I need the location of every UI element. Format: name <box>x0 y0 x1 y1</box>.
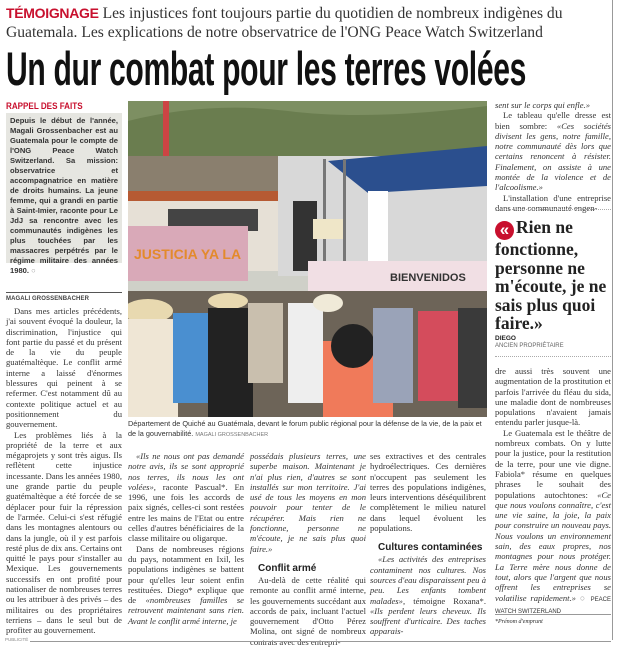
sidebar-box <box>6 113 122 275</box>
paragraph: Les problèmes liés à la propriété de la terre et aux mégaprojets y sont très aigus. Ils reflètent cette injustice incessante. Dans les années 1980, une grande partie du peuple guatémaltèque a été forcée de se déplacer pour fuir la répression de l'armée. Celui-ci s'est réfugié dans les montagnes alentours ou dans la jungle, où il y est parfois resté plus de dix ans. Certains ont quitté le pays pour s'installer au Mexique. Les gouvernements successifs en ont profité pour nationaliser de nombreuses terres ou les attribuer à des privés – des militaires ou des propriétaires terriens – dans le seul but de profiter au gouvernement. <box>6 429 122 636</box>
sidebar-title: RAPPEL DES FAITS <box>6 101 83 112</box>
pull-quote <box>495 218 613 333</box>
photo-caption <box>128 419 490 440</box>
divider <box>495 356 611 357</box>
column-5-top <box>495 100 611 213</box>
column-1 <box>6 306 122 636</box>
end-mark-icon: ○ <box>31 266 36 275</box>
end-mark-icon: ○ <box>579 592 587 603</box>
pull-quote-role: ANCIEN PROPRIÉTAIRE <box>495 343 564 349</box>
paragraph <box>128 544 244 626</box>
paragraph: dre aussi très souvent une augmentation de la prostitution et parfois l'arrivée du fléau du sida, une maladie dont de nombreuses populations n'avaient jamais entendu parler jusque-là. <box>495 366 611 428</box>
sidebar-text: Depuis le début de l'année, Magali Grossenbacher est au Guatemala pour le compte de l'ONG Peace Watch Switzerland. Sa mission: observatrice et accompagnatrice en matière de droits humains. La jeune femme, qui a grandi en partie à Saint-Imier, raconte pour Le JdJ sa rencontre avec les communautés indigènes les plus touchées par les massacres perpétrés par le régime militaire des années 1980. <box>10 116 118 275</box>
paragraph <box>495 110 611 192</box>
paragraph <box>250 451 366 554</box>
quote-mark-icon: « <box>495 221 514 240</box>
paragraph: Dans mes articles précédents, j'ai souvent évoqué la douleur, la discrimination, l'injustice qui font partie du passé et du présent de la vie du peuple guatémaltèque. Le conflit armé interne a laissé d'énormes blessures qui peinent à se refermer. C'est notamment dû au contexte politique actuel et au positionnement du gouvernement. <box>6 306 122 430</box>
advertising-footer <box>5 637 611 642</box>
quote: «Ces sociétés divisent les gens, notre famille, notre communauté dès lors que certains renoncent à résister. Finalement, on assiste à une montée de la violence et de l'alcoolisme.» <box>495 120 612 193</box>
headline: Un dur combat pour les terres volées <box>6 42 527 95</box>
kicker-text: Les injustices font toujours partie du quotidien de nombreux indigènes du Guatemala. Les explications de notre observatrice de l'ONG Peace Watch Switzerland <box>6 5 563 41</box>
signature: PEACE WATCH SWITZERLAND <box>495 596 611 615</box>
banner-sign-text: JUSTICIA YA LA <box>134 246 242 262</box>
quote: sent sur le corps qui enfle.» <box>495 100 590 110</box>
quote: «Ils perdent leurs cheveux. Ils souffrent d'urticaire. Des taches apparais- <box>370 605 486 637</box>
quote: «nombreuses familles se retrouvent maintenant sans rien. Avant le conflit armé interne, je <box>128 595 244 626</box>
byline: MAGALI GROSSENBACHER <box>6 292 122 302</box>
footnote: *Prénom d'emprunt <box>495 614 611 625</box>
bienvenidos-banner: BIENVENIDOS <box>390 272 466 284</box>
paragraph <box>370 554 486 636</box>
caption-text: Département de Quiché au Guatémala, devant le forum public régional pour la défense de la vie, de la paix et de la gouvernabilité. <box>128 419 482 438</box>
quote: possédais plusieurs terres, une superbe maison. Maintenant je n'ai plus rien, d'autres se sont installés sur mon territoire. J'ai usé de tous les moyens en mon pouvoir pour tenter de le récupérer. Mais rien ne fonctionne, personne ne m'écoute, je ne sais plus quoi faire.» <box>250 451 366 554</box>
column-5-bottom <box>495 366 611 617</box>
kicker-tag: TÉMOIGNAGE <box>6 5 99 21</box>
pull-quote-text: Rien ne fonctionne, personne ne m'écoute, je ne sais plus quoi faire.» <box>495 217 607 334</box>
crowd-photo-illustration <box>128 101 487 417</box>
column-3 <box>250 451 366 647</box>
quote: «Ce que nous voulons connaître, c'est une vie saine, la joie, la paix pour construire un nouveau pays. Nous voulons un environnement sain, des eaux propres, nos montagnes pour nous protéger. La Terre mère nous donne de tout, alors que l'argent que nous offrent les entreprises se volatilise rapidement.» <box>495 489 611 603</box>
publicite-label: PUBLICITÉ <box>5 637 29 642</box>
column-4 <box>370 451 486 637</box>
quote: «Les activités des entreprises contaminent nos cultures. Nos sources d'eau disparaissent peu à peu. Les enfants tombent malades» <box>370 554 486 606</box>
quote: «Ils ne nous ont pas demandé notre avis, ils se sont approprié nos terres, ils nous les ont volées» <box>128 451 244 492</box>
pull-quote-name: DIEGO <box>495 335 516 342</box>
text: Le tableau qu'elle dresse est bien sombre: <box>495 110 611 131</box>
paragraph <box>495 428 611 617</box>
subhead-cultures-contaminees: Cultures contaminées <box>378 542 483 554</box>
column-2 <box>128 451 244 626</box>
text: , raconte Pascual*. En 1996, une fois les accords de paix signés, celles-ci sont restées entre les mains de l'Etat ou entre celles d'autres bénéficiaires de la classe militaire ou oligarque. <box>128 481 244 544</box>
photo-credit: MAGALI GROSSENBACHER <box>195 431 269 438</box>
article-photo <box>128 101 487 417</box>
footer-rule <box>30 638 611 642</box>
kicker <box>6 4 606 42</box>
text: , témoigne Roxana*. <box>402 595 486 606</box>
subhead-conflit-arme: Conflit armé <box>258 562 317 574</box>
text: Le Guatemala est le théâtre de nombreux combats. On y lutte pour la justice, pour la restitution de la terre, pour une vie digne. Fabiola* résume en quelques phrases le souhait des populations autochtones: <box>495 427 611 500</box>
paragraph: L'installation d'une entreprise dans une communauté engen- <box>495 192 611 213</box>
paragraph: Au-delà de cette réalité qui remonte au conflit armé interne, les gouvernements succédant aux accords de paix, incluant l'actuel gouvernement d'Otto Pérez Molina, ont signé de nombreux contrats avec des entrepri- <box>250 574 366 647</box>
paragraph: ses extractives et des centrales hydroélectriques. Ces dernières n'occupent pas seulement les terres des populations indigènes, leurs interventions déséquilibrent complètement le milieu naturel dans lequel évoluent les populations. <box>370 451 486 534</box>
paragraph <box>128 451 244 544</box>
text: Dans de nombreuses régions du pays, notamment en Ixil, les populations indigènes se battent pour qu'elles leur soient enfin restituées. Diego* explique que de <box>128 543 244 606</box>
divider <box>495 209 611 210</box>
paragraph <box>495 100 611 110</box>
